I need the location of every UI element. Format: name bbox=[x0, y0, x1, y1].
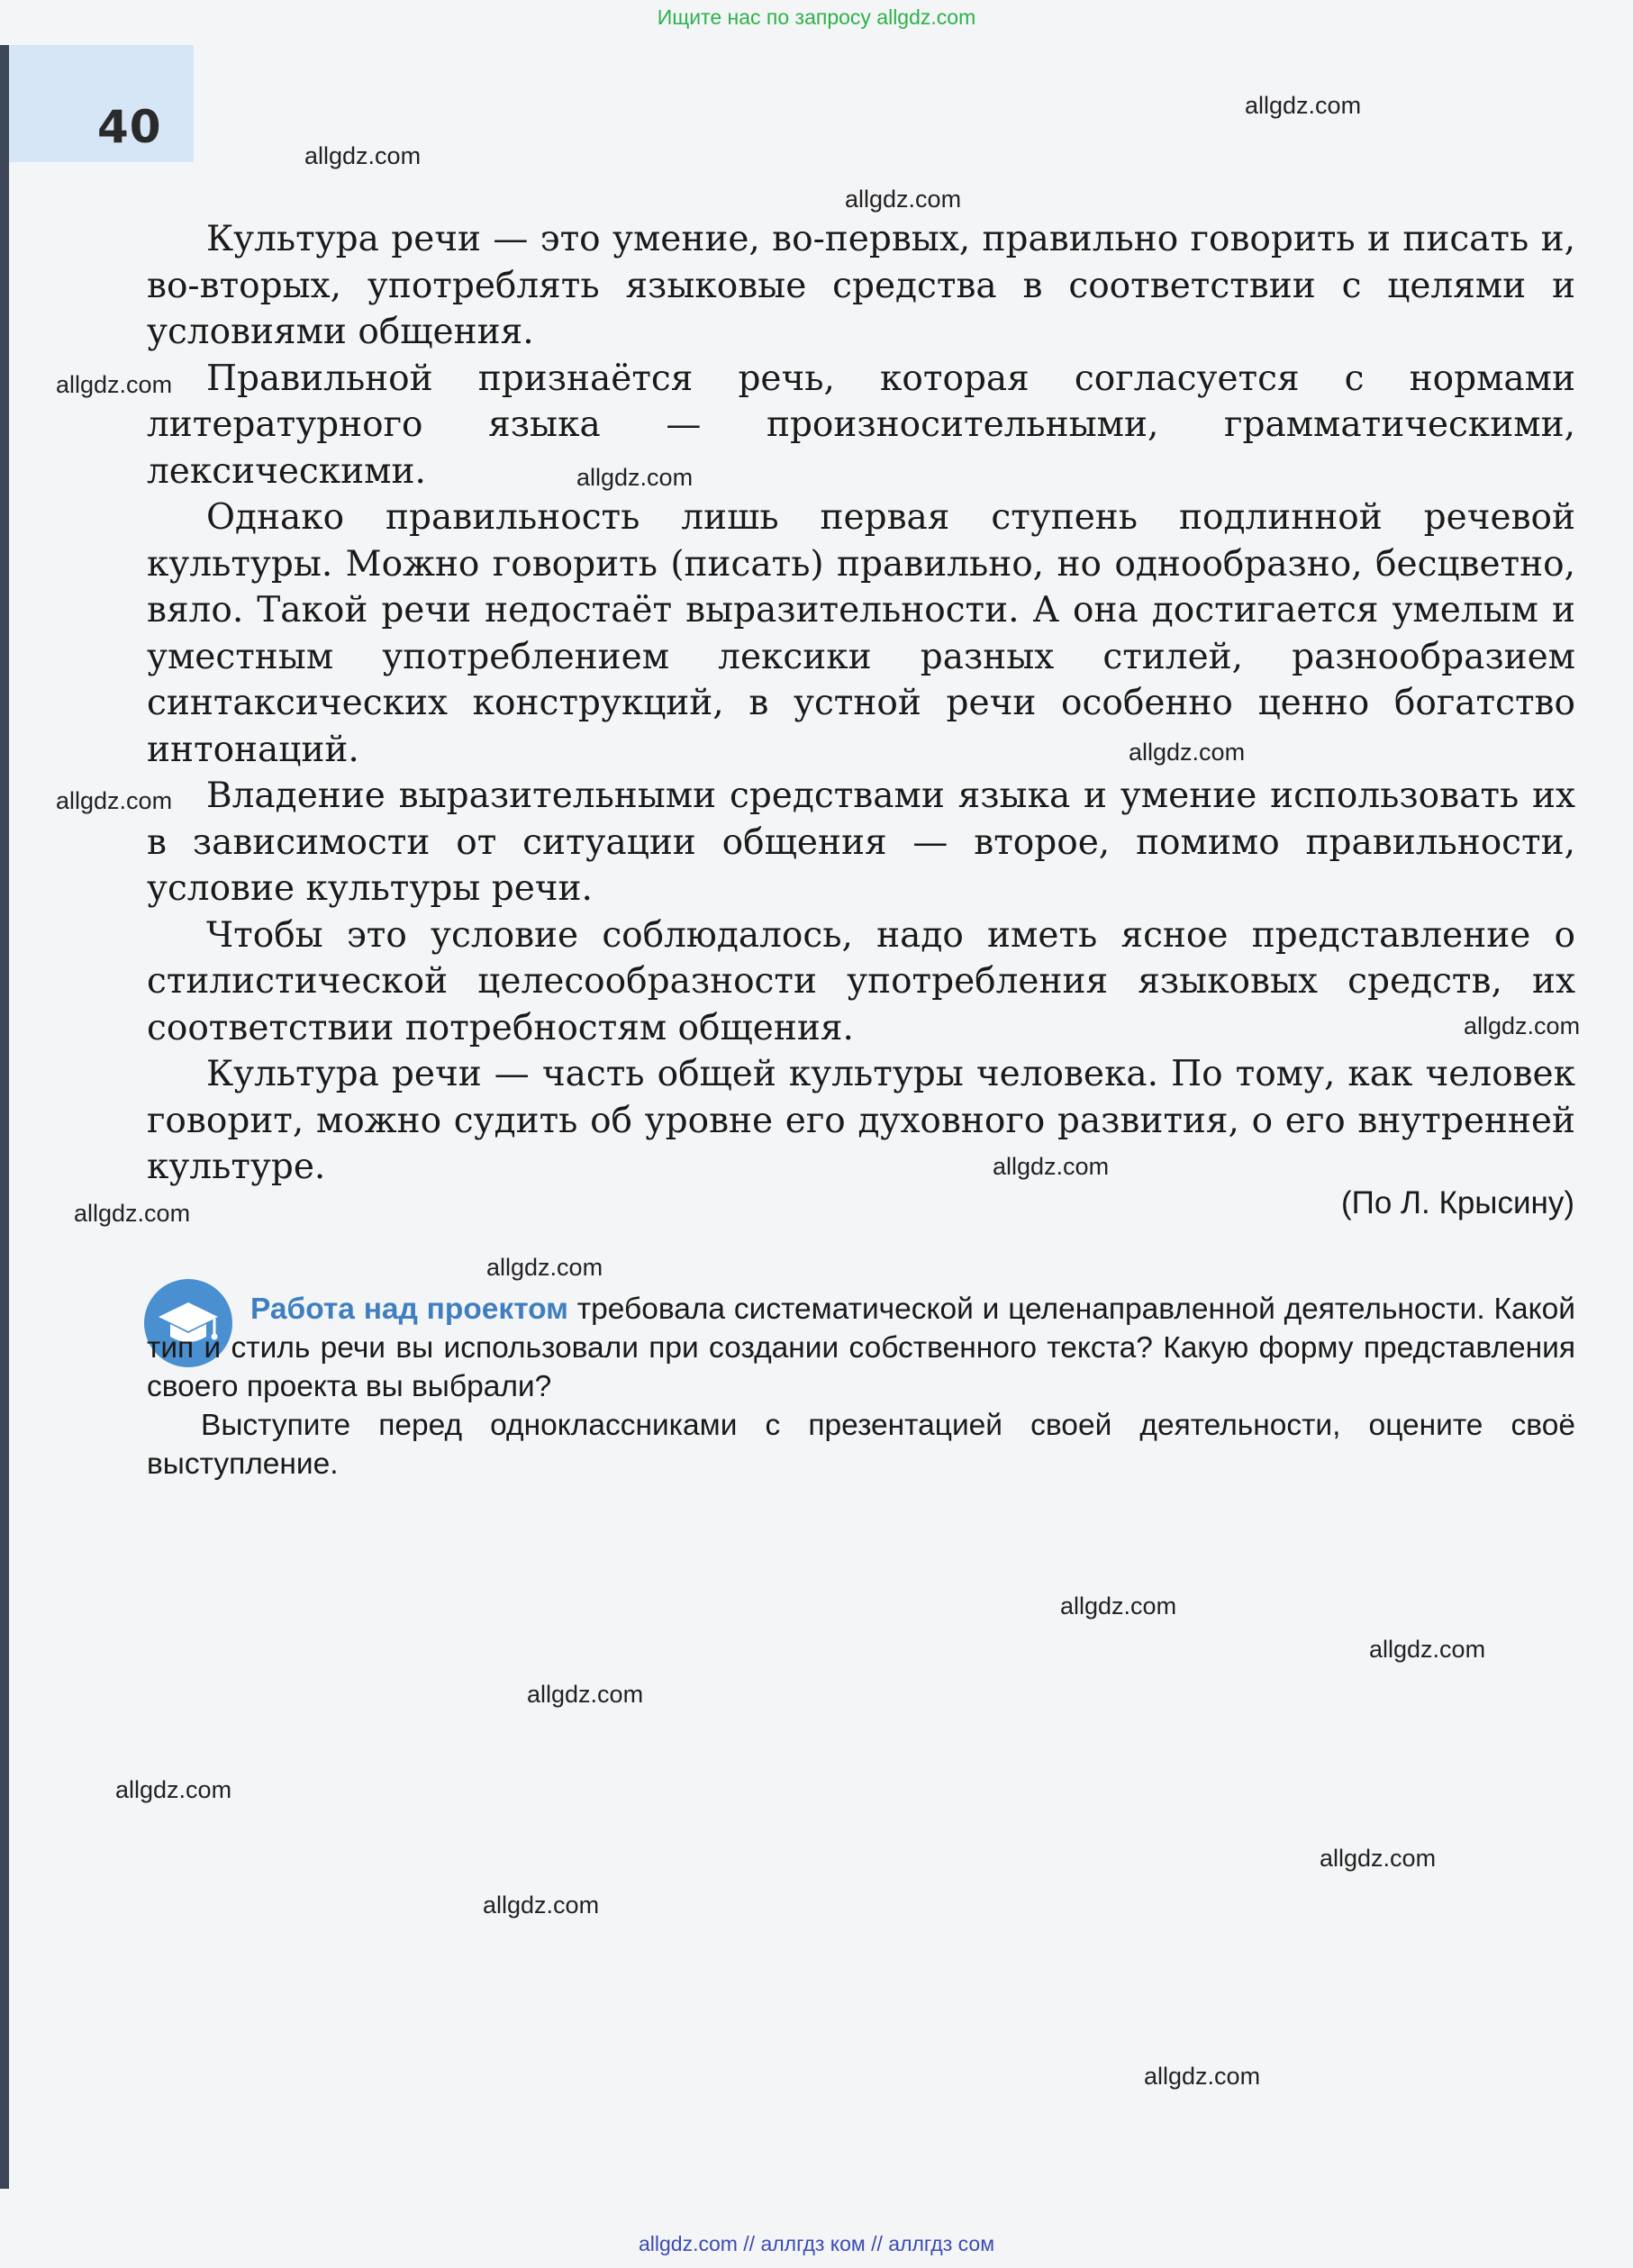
watermark: allgdz.com bbox=[1464, 1012, 1581, 1039]
page-number: 40 bbox=[97, 101, 162, 153]
watermark: allgdz.com bbox=[304, 142, 422, 169]
project-title: Работа над проектом bbox=[250, 1293, 568, 1326]
paragraph: Владение выразительными средствами языка и умение использовать их в зависимости от ситуации общения — второе, помимо правильности, условие культуры речи. bbox=[147, 776, 1575, 909]
watermark: allgdz.com bbox=[527, 1681, 644, 1708]
paragraph: Правильной признаётся речь, которая согласуется с нормами литературного языка — произносительными, грамматическими, лексическими. bbox=[147, 358, 1575, 492]
watermark: allgdz.com bbox=[1369, 1636, 1486, 1663]
watermark: allgdz.com bbox=[1144, 2063, 1261, 2090]
project-text: требовала систематической и целенаправленной деятельности. Какой тип и стиль речи вы использовали при создании собственного текста? Какую форму представления своего проекта вы выбрали? bbox=[147, 1293, 1575, 1403]
watermark: allgdz.com bbox=[486, 1254, 603, 1281]
watermark: allgdz.com bbox=[56, 371, 173, 398]
project-paragraph bbox=[147, 1290, 1575, 1406]
watermark: allgdz.com bbox=[993, 1153, 1110, 1180]
top-banner[interactable]: Ищите нас по запросу allgdz.com bbox=[657, 5, 976, 29]
paragraph: Чтобы это условие соблюдалось, надо иметь ясное представление о стилистической целесообразности употребления языковых средств, их соответствии потребностям общения. bbox=[147, 914, 1575, 1048]
project-task bbox=[147, 1290, 1575, 1483]
author-attribution: (По Л. Крысину) bbox=[1341, 1185, 1574, 1220]
watermark: allgdz.com bbox=[115, 1776, 232, 1803]
footer-banner[interactable]: allgdz.com // аллгдз ком // аллгдз сом bbox=[638, 2232, 995, 2255]
watermark: allgdz.com bbox=[1060, 1592, 1177, 1619]
watermark: allgdz.com bbox=[56, 787, 173, 814]
watermark: allgdz.com bbox=[1245, 92, 1362, 119]
paragraph: Культура речи — это умение, во-первых, правильно говорить и писать и, во-вторых, употреблять языковые средства в соответствии с целями и условиями общения. bbox=[147, 219, 1575, 352]
project-paragraph: Выступите перед одноклассниками с презентацией своей деятельности, оцените своё выступление. bbox=[147, 1409, 1575, 1481]
watermark: allgdz.com bbox=[576, 464, 694, 491]
paragraph: Культура речи — часть общей культуры человека. По тому, как человек говорит, можно судить об уровне его духовного развития, о его внутренней культуре. bbox=[147, 1054, 1575, 1187]
watermark: allgdz.com bbox=[74, 1200, 191, 1227]
page-edge-bar bbox=[0, 45, 9, 2189]
main-text bbox=[147, 216, 1575, 1191]
watermark: allgdz.com bbox=[483, 1892, 600, 1919]
watermark: allgdz.com bbox=[845, 186, 962, 213]
watermark: allgdz.com bbox=[1129, 739, 1246, 766]
paragraph: Однако правильность лишь первая ступень подлинной речевой культуры. Можно говорить (писать) правильно, но однообразно, бесцветно, вяло. Такой речи недостаёт выразительности. А она достигается умелым и уместным употреблением лексики разных стилей, разнообразием синтаксических конструкций, в устной речи особенно ценно богатство интонаций. bbox=[147, 497, 1575, 770]
watermark: allgdz.com bbox=[1320, 1845, 1437, 1872]
